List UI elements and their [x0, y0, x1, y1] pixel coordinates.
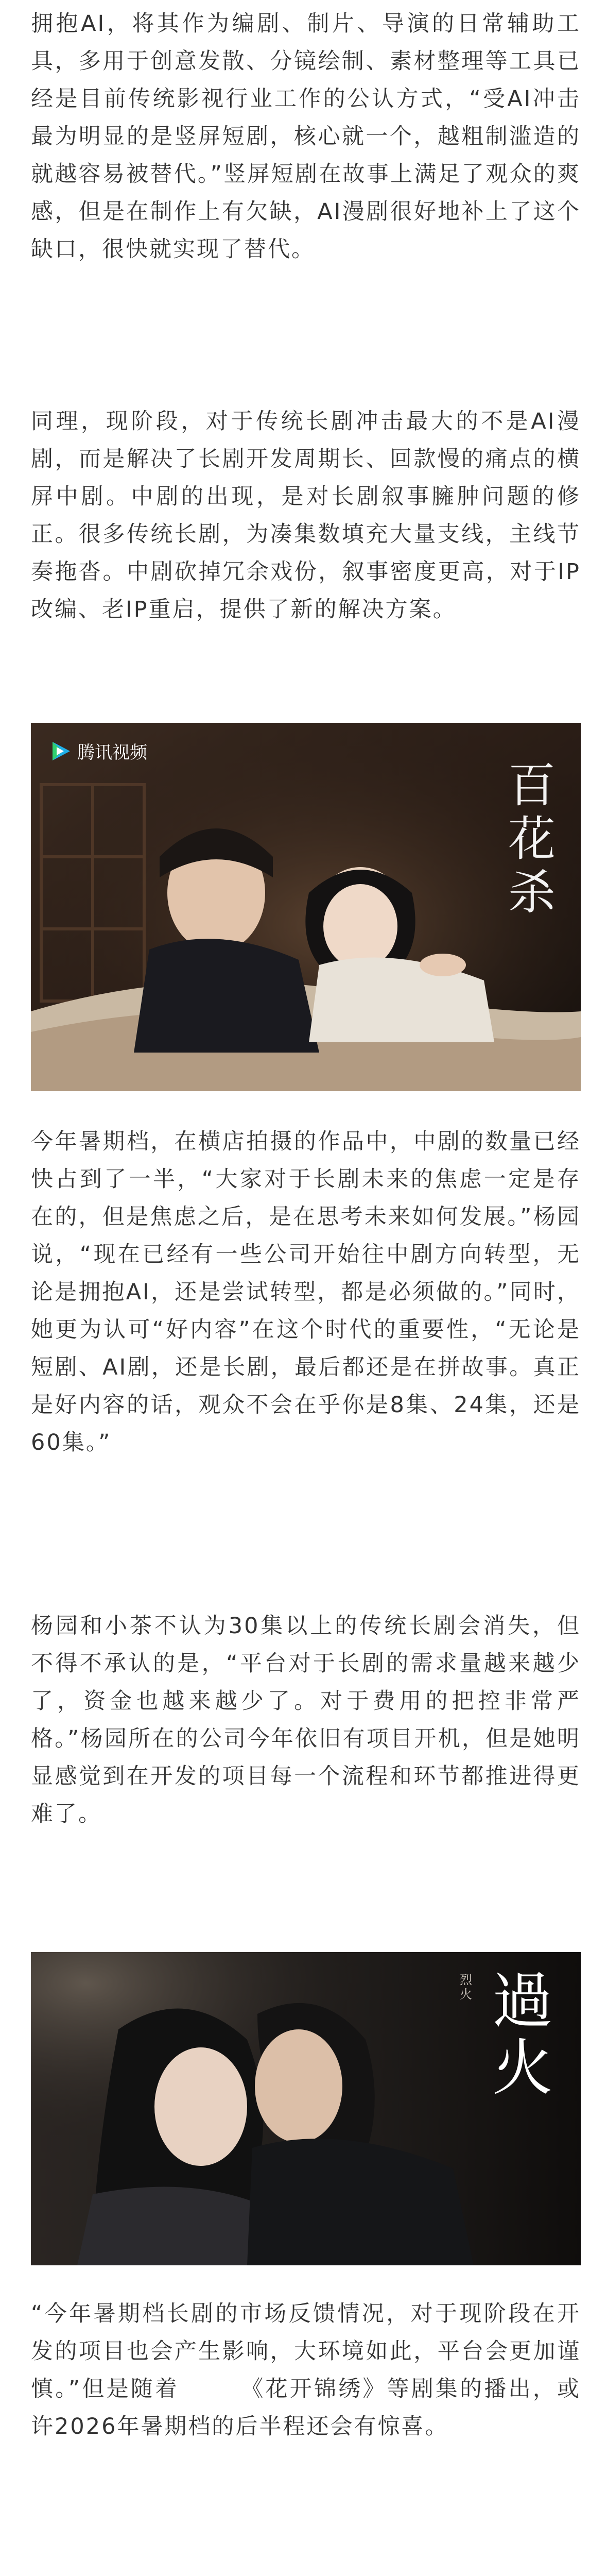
video-platform-watermark [49, 738, 147, 764]
article-paragraph-3: 今年暑期档，在横店拍摄的作品中，中剧的数量已经快占到了一半，“大家对于长剧未来的焦虑一定是存在的，但是焦虑之后，是在思考未来如何发展。”杨园说，“现在已经有一些公司开始往中剧方向转型，无论是拥抱AI，还是尝试转型，都是必须做的。”同时，她更为认可“好内容”在这个时代的重要性，“无论是短剧、AI剧，还是长剧，最后都还是在拼故事。真正是好内容的话，观众不会在乎你是8集、24集，还是60集。” [31, 1129, 581, 1455]
drama-subtitle-calligraphy: 烈火 [460, 1973, 472, 2002]
drama-still-image-1 [31, 723, 581, 1091]
drama-title-calligraphy-2: 過火 [492, 1965, 553, 2104]
drama-still-illustration-1 [31, 723, 581, 1091]
article-paragraph-1: 拥抱AI，将其作为编剧、制片、导演的日常辅助工具，多用于创意发散、分镜绘制、素材整理等工具已经是目前传统影视行业工作的公认方式，“受AI冲击最为明显的是竖屏短剧，核心就一个，越粗制滥造的就越容易被替代。”竖屏短剧在故事上满足了观众的爽感，但是在制作上有欠缺，AI漫剧很好地补上了这个缺口，很快就实现了替代。 [31, 11, 581, 262]
article-paragraph-4: 杨园和小茶不认为30集以上的传统长剧会消失，但不得不承认的是，“平台对于长剧的需求量越来越少了，资金也越来越少了。对于费用的把控非常严格。”杨园所在的公司今年依旧有项目开机，但是她明显感觉到在开发的项目每一个流程和环节都推进得更难了。 [31, 1613, 581, 1827]
article-paragraph-5: “今年暑期档长剧的市场反馈情况，对于现阶段在开发的项目也会产生影响，大环境如此，平台会更加谨慎。”但是随着 《花开锦绣》等剧集的播出，或许2026年暑期档的后半程还会有惊喜。 [31, 2301, 581, 2439]
tencent-video-logo-icon [49, 740, 72, 762]
drama-still-image-2 [31, 1952, 581, 2265]
drama-title-calligraphy-1: 百花杀 [508, 758, 556, 920]
video-platform-name: 腾讯视频 [77, 742, 147, 763]
article-paragraph-2: 同理，现阶段，对于传统长剧冲击最大的不是AI漫剧，而是解决了长剧开发周期长、回款慢的痛点的横屏中剧。中剧的出现，是对长剧叙事臃肿问题的修正。很多传统长剧，为凑集数填充大量支线，主线节奏拖沓。中剧砍掉冗余戏份，叙事密度更高，对于IP改编、老IP重启，提供了新的解决方案。 [31, 409, 581, 622]
